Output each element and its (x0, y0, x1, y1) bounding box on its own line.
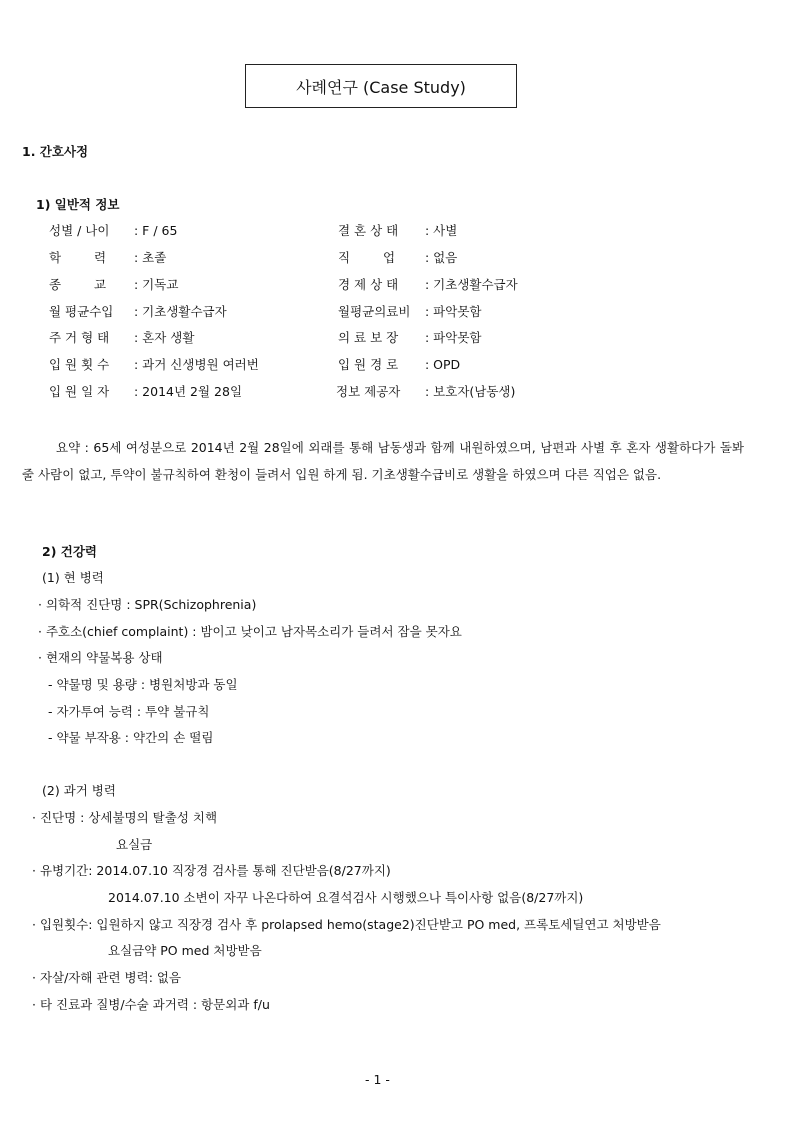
info-label: 직 업 (338, 250, 396, 265)
info-value: : OPD (425, 357, 461, 372)
case-summary (22, 434, 744, 488)
info-label: 주 거 형 태 (49, 330, 110, 345)
info-value: : 혼자 생활 (134, 330, 195, 345)
info-label: 경 제 상 태 (338, 277, 399, 292)
list-item: · 자살/자해 관련 병력: 없음 (32, 970, 182, 985)
list-item: · 타 진료과 질병/수술 과거력 : 항문외과 f/u (32, 997, 270, 1012)
info-label: 입 원 일 자 (49, 384, 110, 399)
info-label: 결 혼 상 태 (338, 223, 399, 238)
info-value: : 보호자(남동생) (425, 384, 516, 399)
info-value: : F / 65 (134, 223, 178, 238)
list-item: · 입원횟수: 입원하지 않고 직장경 검사 후 prolapsed hemo(stage2)진단받고 PO med, 프록토세딜연고 처방받음 (32, 917, 661, 932)
past-illness-heading: (2) 과거 병력 (42, 783, 116, 798)
list-item: 2014.07.10 소변이 자꾸 나온다하여 요결석검사 시행했으나 특이사항 없음(8/27까지) (108, 890, 584, 905)
info-value: : 파악못함 (425, 330, 482, 345)
info-label: 정보 제공자 (336, 384, 401, 399)
section-heading-nursing-assessment: 1. 간호사정 (22, 144, 89, 159)
info-value: : 기독교 (134, 277, 179, 292)
summary-text: 요약 : 65세 여성분으로 2014년 2월 28일에 외래를 통해 남동생과 함께 내원하였으며, 남편과 사별 후 혼자 생활하다가 돌봐줄 사람이 없고, 투약이 불규칙하여 환청이 들려서 입원 하게 됨. 기초생활수급비로 생활을 하였으며 다른 직업은 없음. (22, 440, 744, 482)
list-item: - 약물 부작용 : 약간의 손 떨림 (48, 730, 214, 745)
list-item: · 의학적 진단명 : SPR(Schizophrenia) (38, 597, 257, 612)
info-label: 입 원 횟 수 (49, 357, 110, 372)
info-label: 의 료 보 장 (338, 330, 399, 345)
page-number: - 1 - (365, 1072, 390, 1087)
list-item: · 현재의 약물복용 상태 (38, 650, 163, 665)
info-value: : 2014년 2월 28일 (134, 384, 243, 399)
info-label: 월평균의료비 (338, 304, 411, 319)
list-item: · 주호소(chief complaint) : 밤이고 낮이고 남자목소리가 들려서 잠을 못자요 (38, 624, 462, 639)
info-value: : 사별 (425, 223, 458, 238)
info-value: : 기초생활수급자 (134, 304, 227, 319)
list-item: 요실금약 PO med 처방받음 (108, 943, 262, 958)
health-history-heading: 2) 건강력 (42, 544, 97, 559)
list-item: · 유병기간: 2014.07.10 직장경 검사를 통해 진단받음(8/27까지) (32, 863, 391, 878)
info-value: : 기초생활수급자 (425, 277, 518, 292)
list-item: · 진단명 : 상세불명의 탈출성 치핵 (32, 810, 218, 825)
info-label: 성별 / 나이 (49, 223, 110, 238)
info-value: : 파악못함 (425, 304, 482, 319)
info-label: 학 력 (49, 250, 107, 265)
list-item: 요실금 (116, 837, 153, 852)
info-label: 입 원 경 로 (338, 357, 399, 372)
page-title: 사례연구 (Case Study) (245, 64, 517, 108)
info-value: : 과거 신생병원 여러번 (134, 357, 259, 372)
info-label: 종 교 (49, 277, 107, 292)
current-illness-heading: (1) 현 병력 (42, 570, 104, 585)
general-info-heading: 1) 일반적 정보 (36, 197, 120, 212)
info-value: : 없음 (425, 250, 458, 265)
list-item: - 자가투여 능력 : 투약 불규칙 (48, 704, 210, 719)
info-label: 월 평균수입 (49, 304, 114, 319)
info-value: : 초졸 (134, 250, 167, 265)
list-item: - 약물명 및 용량 : 병원처방과 동일 (48, 677, 238, 692)
